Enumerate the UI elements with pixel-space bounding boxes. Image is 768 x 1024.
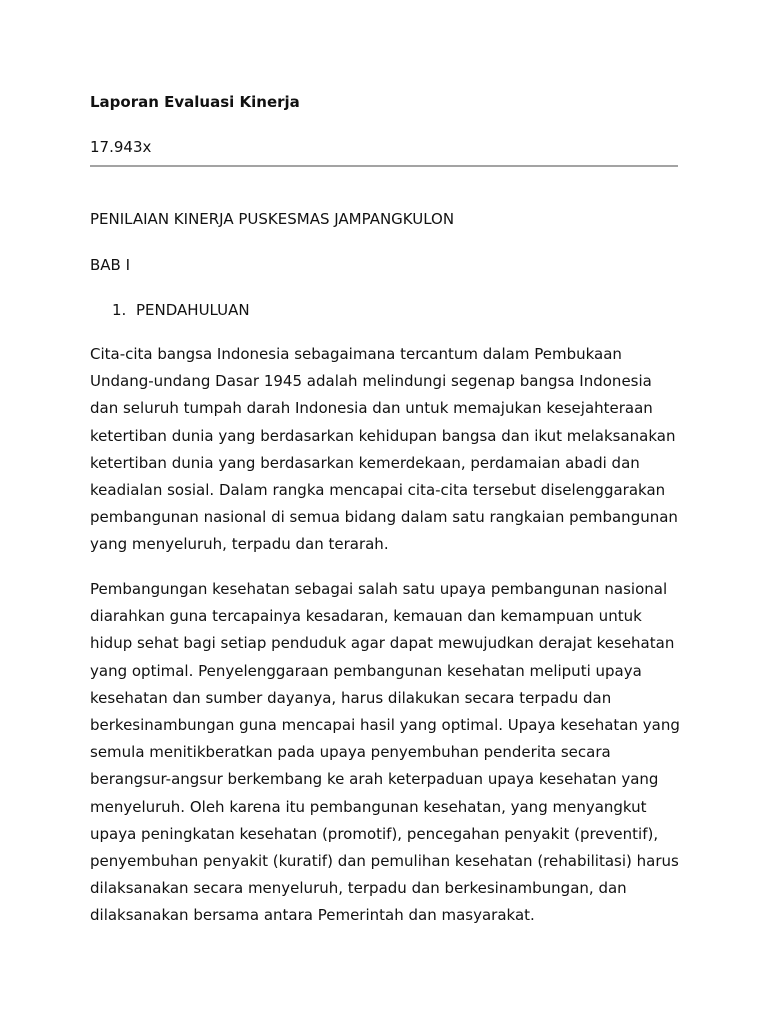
view-count: 17.943x	[90, 138, 152, 156]
list-number: 1.	[112, 301, 127, 319]
header-divider	[90, 165, 678, 167]
section-heading: PENILAIAN KINERJA PUSKESMAS JAMPANGKULON	[90, 210, 455, 228]
list-label: PENDAHULUAN	[136, 301, 250, 319]
numbered-list-item	[112, 300, 250, 320]
chapter-heading: BAB I	[90, 256, 131, 274]
paragraph: Cita-cita bangsa Indonesia sebagaimana tercantum dalam Pembukaan Undang-undang Dasar 1945 adalah melindungi segenap bangsa Indonesia dan seluruh tumpah darah Indonesia dan untuk memajukan kesejahteraan ketertiban dunia yang berdasarkan kehidupan bangsa dan ikut melaksanakan ketertiban dunia yang berdasarkan kemerdekaan, perdamaian abadi dan keadialan sosial. Dalam rangka mencapai cita-cita tersebut diselenggarakan pembangunan nasional di semua bidang dalam satu rangkaian pembangunan yang menyeluruh, terpadu dan terarah.	[90, 345, 678, 554]
document-title: Laporan Evaluasi Kinerja	[90, 93, 300, 111]
paragraph: Pembangungan kesehatan sebagai salah satu upaya pembangunan nasional diarahkan guna tercapainya kesadaran, kemauan dan kemampuan untuk hidup sehat bagi setiap penduduk agar dapat mewujudkan derajat kesehatan yang optimal. Penyelenggaraan pembangunan kesehatan meliputi upaya kesehatan dan sumber dayanya, harus dilakukan secara terpadu dan berkesinambungan guna mencapai hasil yang optimal. Upaya kesehatan yang semula menitikberatkan pada upaya penyembuhan penderita secara berangsur-angsur berkembang ke arah keterpaduan upaya kesehatan yang menyeluruh. Oleh karena itu pembangunan kesehatan, yang menyangkut upaya peningkatan kesehatan (promotif), pencegahan penyakit (preventif), penyembuhan penyakit (kuratif) dan pemulihan kesehatan (rehabilitasi) harus dilaksanakan secara menyeluruh, terpadu dan berkesinambungan, dan dilaksanakan bersama antara Pemerintah dan masyarakat.	[90, 580, 680, 925]
